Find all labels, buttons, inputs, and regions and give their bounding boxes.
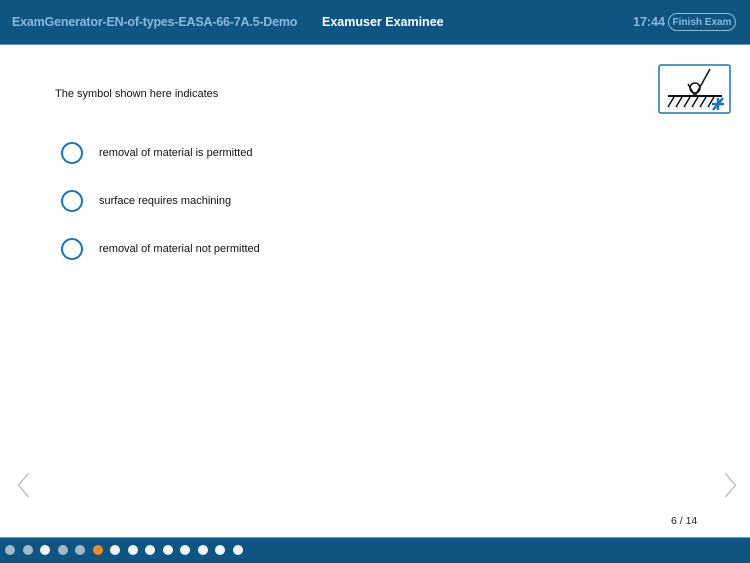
question-dot-4[interactable]: [58, 545, 68, 555]
radio-button[interactable]: [61, 142, 83, 164]
question-dot-6[interactable]: [93, 545, 103, 555]
question-counter: 6 / 14: [671, 515, 698, 527]
option-label: removal of material not permitted: [99, 243, 260, 255]
question-dot-1[interactable]: [5, 545, 15, 555]
timer: 17:44: [633, 15, 665, 29]
answer-option-1[interactable]: [61, 142, 252, 164]
finish-exam-button[interactable]: Finish Exam: [668, 13, 736, 31]
question-dot-14[interactable]: [233, 545, 243, 555]
question-dot-10[interactable]: [163, 545, 173, 555]
question-dots: [5, 545, 243, 555]
radio-button[interactable]: [61, 238, 83, 260]
answer-option-3[interactable]: [61, 238, 260, 260]
exam-title: ExamGenerator-EN-of-types-EASA-66-7A.5-Demo: [12, 15, 298, 29]
radio-button[interactable]: [61, 190, 83, 212]
previous-question-chevron-icon[interactable]: 〈: [4, 472, 31, 502]
question-dot-12[interactable]: [198, 545, 208, 555]
answer-option-2[interactable]: [61, 190, 231, 212]
question-dot-13[interactable]: [215, 545, 225, 555]
question-dot-11[interactable]: [180, 545, 190, 555]
question-dot-5[interactable]: [75, 545, 85, 555]
question-dot-2[interactable]: [23, 545, 33, 555]
question-dot-7[interactable]: [110, 545, 120, 555]
question-dot-8[interactable]: [128, 545, 138, 555]
option-label: removal of material is permitted: [99, 147, 253, 159]
question-dot-9[interactable]: [145, 545, 155, 555]
question-dot-3[interactable]: [40, 545, 50, 555]
option-label: surface requires machining: [99, 195, 232, 207]
top-bar: [0, 0, 750, 45]
next-question-chevron-icon[interactable]: 〉: [724, 472, 750, 502]
user-name: Examuser Examinee: [322, 15, 444, 29]
progress-bar: [0, 537, 750, 563]
question-text: The symbol shown here indicates: [55, 88, 219, 100]
surface-texture-symbol-icon[interactable]: [658, 64, 731, 114]
